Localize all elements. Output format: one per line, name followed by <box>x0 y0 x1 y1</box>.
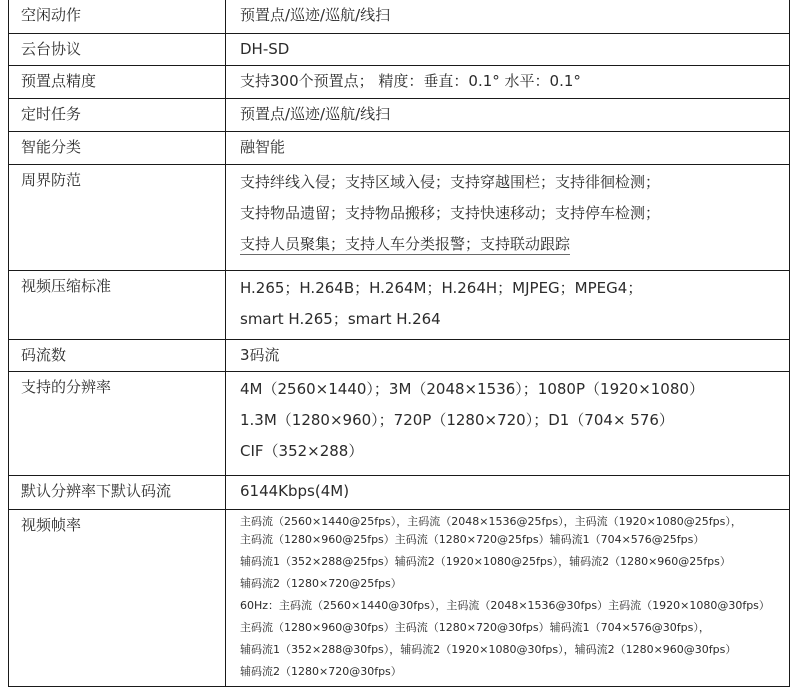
value-line: 主码流（1280×960@25fps）主码流（1280×720@25fps）辅码流1（704×576@25fps） <box>240 533 705 546</box>
table-row <box>9 340 790 372</box>
spec-table <box>8 0 790 687</box>
row-value <box>226 99 790 132</box>
value-line: H.265；H.264B；H.264M；H.264H；MJPEG；MPEG4； <box>240 279 643 297</box>
value-line: 辅码流1（352×288@30fps），辅码流2（1920×1080@30fps），辅码流2（1280×960@30fps） <box>240 643 737 656</box>
label-text: 定时任务 <box>21 105 82 123</box>
label-text: 支持的分辨率 <box>21 378 112 396</box>
table-row <box>9 132 790 165</box>
row-label <box>9 476 226 510</box>
value-line: DH-SD <box>240 40 290 58</box>
value-line <box>240 227 789 258</box>
row-label <box>9 165 226 271</box>
row-label <box>9 372 226 476</box>
label-text: 视频压缩标准 <box>21 277 112 295</box>
value-line: CIF（352×288） <box>240 442 364 460</box>
table-row <box>9 372 790 476</box>
row-label <box>9 0 226 34</box>
label-text: 预置点精度 <box>21 72 97 90</box>
row-label <box>9 34 226 66</box>
label-text: 默认分辨率下默认码流 <box>21 482 172 500</box>
row-value <box>226 271 790 340</box>
value-line: 辅码流2（1280×720@30fps） <box>240 665 402 678</box>
table-row <box>9 510 790 687</box>
value-line: 支持物品遗留；支持物品搬移；支持快速移动；支持停车检测； <box>240 204 661 222</box>
row-label <box>9 66 226 99</box>
row-value <box>226 372 790 476</box>
label-text: 周界防范 <box>21 171 82 189</box>
row-value <box>226 34 790 66</box>
value-line-text: 支持人员聚集；支持人车分类报警；支持联动跟踪 <box>240 235 571 253</box>
value-line: 预置点/巡迹/巡航/线扫 <box>240 6 391 24</box>
label-text: 智能分类 <box>21 138 82 156</box>
value-line: 60Hz：主码流（2560×1440@30fps），主码流（2048×1536@30fps）主码流（1920×1080@30fps） <box>240 599 770 612</box>
table-row <box>9 34 790 66</box>
table-row <box>9 165 790 271</box>
table-row <box>9 271 790 340</box>
value-line: 主码流（1280×960@30fps）主码流（1280×720@30fps）辅码流1（704×576@30fps）， <box>240 621 710 634</box>
row-label <box>9 510 226 687</box>
value-line: 1.3M（1280×960）；720P（1280×720）；D1（704× 576） <box>240 411 674 429</box>
value-line: 辅码流1（352×288@25fps）辅码流2（1920×1080@25fps），辅码流2（1280×960@25fps） <box>240 555 731 568</box>
value-line: 预置点/巡迹/巡航/线扫 <box>240 105 391 123</box>
value-line: 辅码流2（1280×720@25fps） <box>240 577 402 590</box>
row-value <box>226 165 790 271</box>
row-value <box>226 476 790 510</box>
value-line: 3码流 <box>240 346 280 364</box>
row-label <box>9 132 226 165</box>
value-line: 6144Kbps(4M) <box>240 482 350 500</box>
table-row <box>9 66 790 99</box>
row-label <box>9 340 226 372</box>
label-text: 视频帧率 <box>21 516 82 534</box>
label-text: 云台协议 <box>21 40 82 58</box>
row-value <box>226 0 790 34</box>
value-line: 4M（2560×1440）；3M（2048×1536）；1080P（1920×1080） <box>240 380 704 398</box>
value-line: 支持300个预置点； 精度：垂直：0.1° 水平：0.1° <box>240 72 581 90</box>
table-row <box>9 99 790 132</box>
value-line: 融智能 <box>240 138 286 156</box>
table-row <box>9 476 790 510</box>
row-value <box>226 132 790 165</box>
table-row <box>9 0 790 34</box>
label-text: 空闲动作 <box>21 6 82 24</box>
label-text: 码流数 <box>21 346 67 364</box>
row-label <box>9 99 226 132</box>
row-label <box>9 271 226 340</box>
row-value <box>226 510 790 687</box>
row-value <box>226 340 790 372</box>
value-line: smart H.265；smart H.264 <box>240 310 441 328</box>
value-line: 支持绊线入侵；支持区域入侵；支持穿越围栏；支持徘徊检测； <box>240 173 661 191</box>
row-value <box>226 66 790 99</box>
value-line: 主码流（2560×1440@25fps），主码流（2048×1536@25fps），主码流（1920×1080@25fps）， <box>240 515 742 528</box>
